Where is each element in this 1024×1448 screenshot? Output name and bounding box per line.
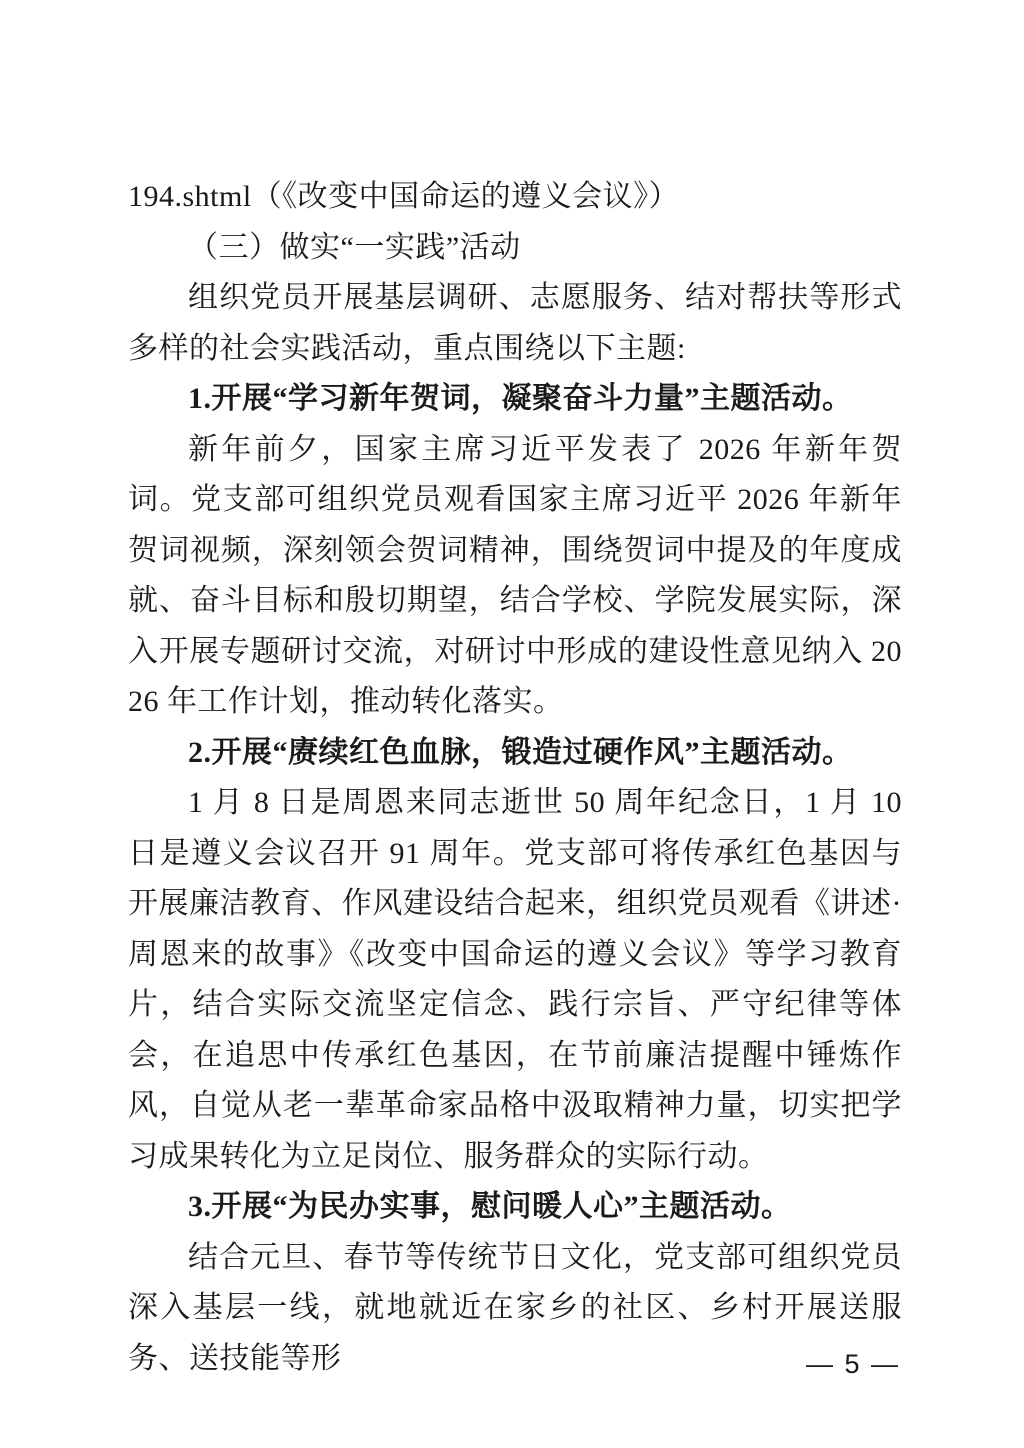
paragraph: 1.开展“学习新年贺词，凝聚奋斗力量”主题活动。 [188, 382, 853, 415]
paragraph: 2.开展“赓续红色血脉，锻造过硬作风”主题活动。 [188, 735, 853, 769]
page-footer [806, 1349, 900, 1380]
document-body [128, 172, 902, 1384]
paragraph: 组织党员开展基层调研、志愿服务、结对帮扶等形式多样的社会实践活动，重点围绕以下主题: [128, 281, 902, 365]
page-number: — 5 — [805, 1349, 900, 1379]
paragraph: 3.开展“为民办实事，慰问暖人心”主题活动。 [188, 1190, 792, 1223]
paragraph: （三）做实“一实践”活动 [188, 230, 521, 264]
paragraph: 新年前夕，国家主席习近平发表了 2026 年新年贺词。党支部可组织党员观看国家主席习近平 2026 年新年贺词视频，深刻领会贺词精神，围绕贺词中提及的年度成就、奋斗目标和殷切期望，结合学校、学院发展实际，深入开展专题研讨交流，对研讨中形成的建设性意见纳入 2026 年工作计划，推动转化落实。 [128, 432, 902, 718]
paragraph: 1 月 8 日是周恩来同志逝世 50 周年纪念日，1 月 10 日是遵义会议召开 91 周年。党支部可将传承红色基因与开展廉洁教育、作风建设结合起来，组织党员观看《讲述·周恩来的故事》《改变中国命运的遵义会议》等学习教育片，结合实际交流坚定信念、践行宗旨、严守纪律等体会，在追思中传承红色基因，在节前廉洁提醒中锤炼作风，自觉从老一辈革命家品格中汲取精神力量，切实把学习成果转化为立足岗位、服务群众的实际行动。 [128, 786, 902, 1173]
paragraph: 结合元旦、春节等传统节日文化，党支部可组织党员深入基层一线，就地就近在家乡的社区、乡村开展送服务、送技能等形 [128, 1240, 902, 1375]
paragraph: 194.shtml（《改变中国命运的遵义会议》） [128, 180, 680, 213]
